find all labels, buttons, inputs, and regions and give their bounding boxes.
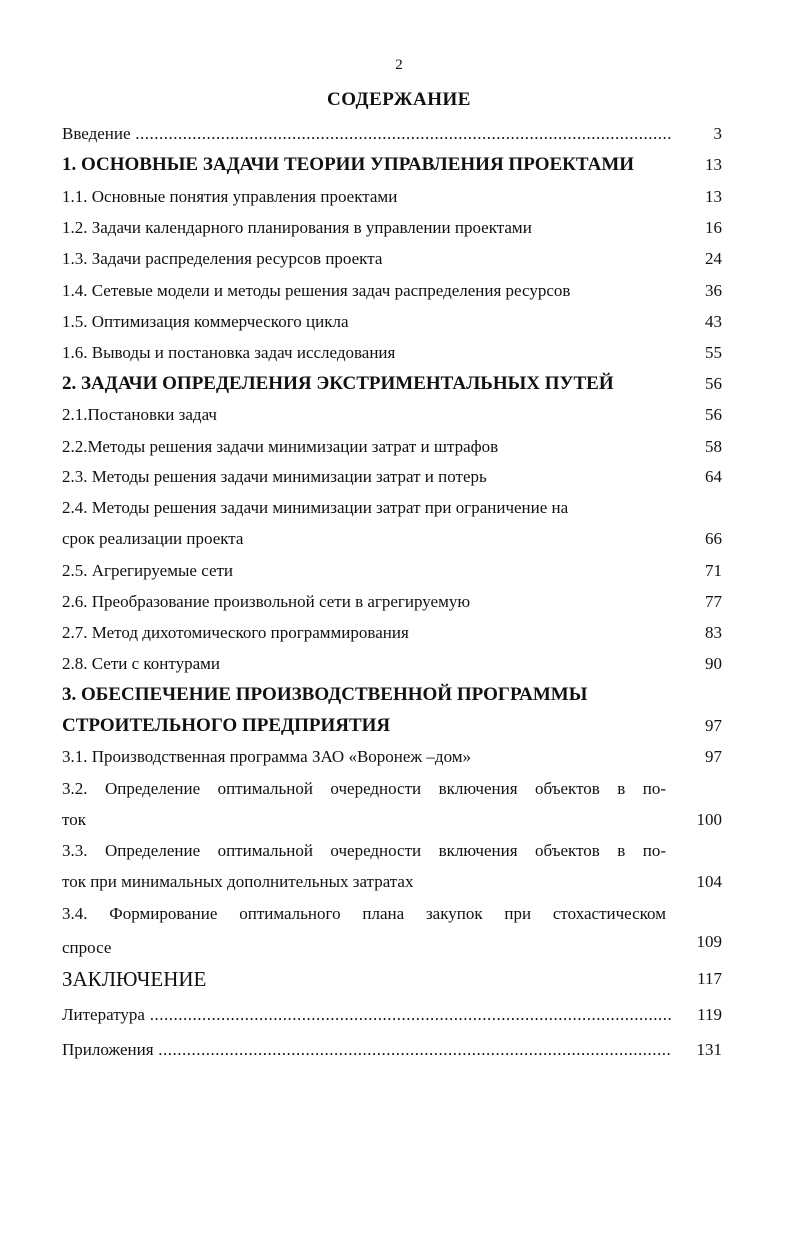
toc-entry-label: 2.8. Сети с контурами: [62, 654, 221, 673]
toc-entry-label: 1. ОСНОВНЫЕ ЗАДАЧИ ТЕОРИИ УПРАВЛЕНИЯ ПРОЕКТАМИ: [62, 154, 635, 175]
toc-entry-label: 2.3. Методы решения задачи минимизации затрат и потерь: [62, 467, 487, 486]
toc-entry-appendices: [62, 1038, 722, 1062]
toc-entry-label-line2: срок реализации проекта: [62, 529, 244, 548]
toc-entry-page: 90: [705, 654, 722, 673]
toc-chapter-1: [62, 153, 722, 177]
toc-entry-label: 2.5. Агрегируемые сети: [62, 561, 234, 580]
toc-entry-2-6: [62, 590, 722, 614]
toc-entry-label-line1: 2.4. Методы решения задачи минимизации затрат при ограничение на: [62, 498, 569, 517]
toc-entry-page: 13: [705, 155, 722, 174]
toc-chapter-2: [62, 372, 722, 396]
toc-entry-label: Литература .....: [62, 1003, 672, 1027]
toc-entry-page: 55: [705, 343, 722, 362]
toc-entry-label: 2. ЗАДАЧИ ОПРЕДЕЛЕНИЯ ЭКСТРИМЕНТАЛЬНЫХ ПУТЕЙ: [62, 373, 614, 394]
toc-entry-label: 1.3. Задачи распределения ресурсов проекта: [62, 249, 383, 268]
toc-entry-label: 2.7. Метод дихотомического программирования: [62, 623, 409, 642]
toc-entry-label-line2: ток при минимальных дополнительных затратах: [62, 872, 414, 891]
toc-entry-label: 1.2. Задачи календарного планирования в управлении проектами: [62, 218, 532, 237]
toc-entry-literature: [62, 1003, 722, 1027]
toc-entry-page: 117: [697, 969, 722, 988]
toc-entry-conclusion: [62, 967, 722, 995]
toc-entry-page: 131: [696, 1040, 722, 1059]
toc-entry-page: 64: [705, 467, 722, 486]
toc-entry-page: 109: [696, 932, 722, 951]
toc-entry-1-5: [62, 310, 722, 334]
toc-entry-label: ЗАКЛЮЧЕНИЕ: [62, 967, 207, 991]
toc-entry-page: 16: [705, 218, 722, 237]
toc-entry-label: 1.1. Основные понятия управления проектами: [62, 187, 398, 206]
toc-entry-label: 2.6. Преобразование произвольной сети в агрегируемую: [62, 592, 471, 611]
toc-entry-1-3: [62, 247, 722, 271]
toc-entry-label: 2.2.Методы решения задачи минимизации затрат и штрафов: [62, 437, 499, 456]
toc-entry-page: 56: [705, 405, 722, 424]
toc-entry-label: 1.6. Выводы и постановка задач исследования: [62, 343, 396, 362]
toc-entry-page: 56: [705, 374, 722, 393]
toc-entry-label: 2.1.Постановки задач: [62, 405, 217, 424]
toc-entry-page: 104: [696, 872, 722, 891]
toc-entry-3-1: [62, 745, 722, 769]
toc-entry-2-7: [62, 621, 722, 645]
toc-entry-page: 43: [705, 312, 722, 331]
toc-entry-page: 58: [705, 437, 722, 456]
toc-entry-1-1: [62, 185, 722, 209]
toc-entry-intro: [62, 122, 722, 146]
toc-entry-label: 1.5. Оптимизация коммерческого цикла: [62, 312, 349, 331]
toc-entry-2-2: [62, 435, 722, 459]
toc-entry-page: 77: [705, 592, 722, 611]
toc-entry-2-1: [62, 403, 722, 427]
toc-entry-3-4: [62, 902, 722, 962]
toc-entry-label-line1: 3.4. Формирование оптимального плана закупок при стохастическом: [62, 904, 666, 923]
toc-entry-1-4: [62, 279, 722, 303]
toc-entry-label-line1: 3.3. Определение оптимальной очередности включения объектов в по-: [62, 841, 666, 860]
page-number: 2: [395, 57, 403, 73]
toc-entry-page: 100: [696, 810, 722, 829]
toc-entry-label-line1: 3.2. Определение оптимальной очередности включения объектов в по-: [62, 779, 666, 798]
toc-chapter-3: [62, 683, 722, 741]
toc-entry-page: 97: [705, 747, 722, 766]
toc-entry-3-3: [62, 839, 722, 895]
toc-entry-label: Введение .....: [62, 122, 672, 146]
toc-entry-1-6: [62, 341, 722, 365]
toc-entry-page: 66: [705, 529, 722, 548]
toc-entry-label: 1.4. Сетевые модели и методы решения задач распределения ресурсов: [62, 281, 571, 300]
toc-entry-page: 13: [705, 187, 722, 206]
toc-entry-page: 3: [713, 124, 722, 143]
toc-entry-label-line2: СТРОИТЕЛЬНОГО ПРЕДПРИЯТИЯ: [62, 715, 391, 736]
toc-entry-page: 71: [705, 561, 722, 580]
toc-entry-page: 83: [705, 623, 722, 642]
toc-entry-page: 119: [697, 1005, 722, 1024]
toc-entry-2-8: [62, 652, 722, 676]
toc-entry-label-line2: спросе: [62, 938, 112, 957]
toc-entry-page: 24: [705, 249, 722, 268]
toc-entry-label-line2: ток: [62, 810, 86, 829]
toc-entry-page: 36: [705, 281, 722, 300]
toc-entry-1-2: [62, 216, 722, 240]
toc-entry-2-3: [62, 465, 722, 489]
toc-entry-label: Приложения .....: [62, 1038, 672, 1062]
toc-entry-3-2: [62, 777, 722, 833]
toc-entry-label: 3.1. Производственная программа ЗАО «Воронеж –дом»: [62, 747, 472, 766]
toc-entry-label-line1: 3. ОБЕСПЕЧЕНИЕ ПРОИЗВОДСТВЕННОЙ ПРОГРАММЫ: [62, 684, 588, 705]
page-title: СОДЕРЖАНИЕ: [327, 89, 471, 110]
toc-entry-2-4: [62, 496, 722, 552]
toc-entry-2-5: [62, 559, 722, 583]
toc-entry-page: 97: [705, 716, 722, 735]
